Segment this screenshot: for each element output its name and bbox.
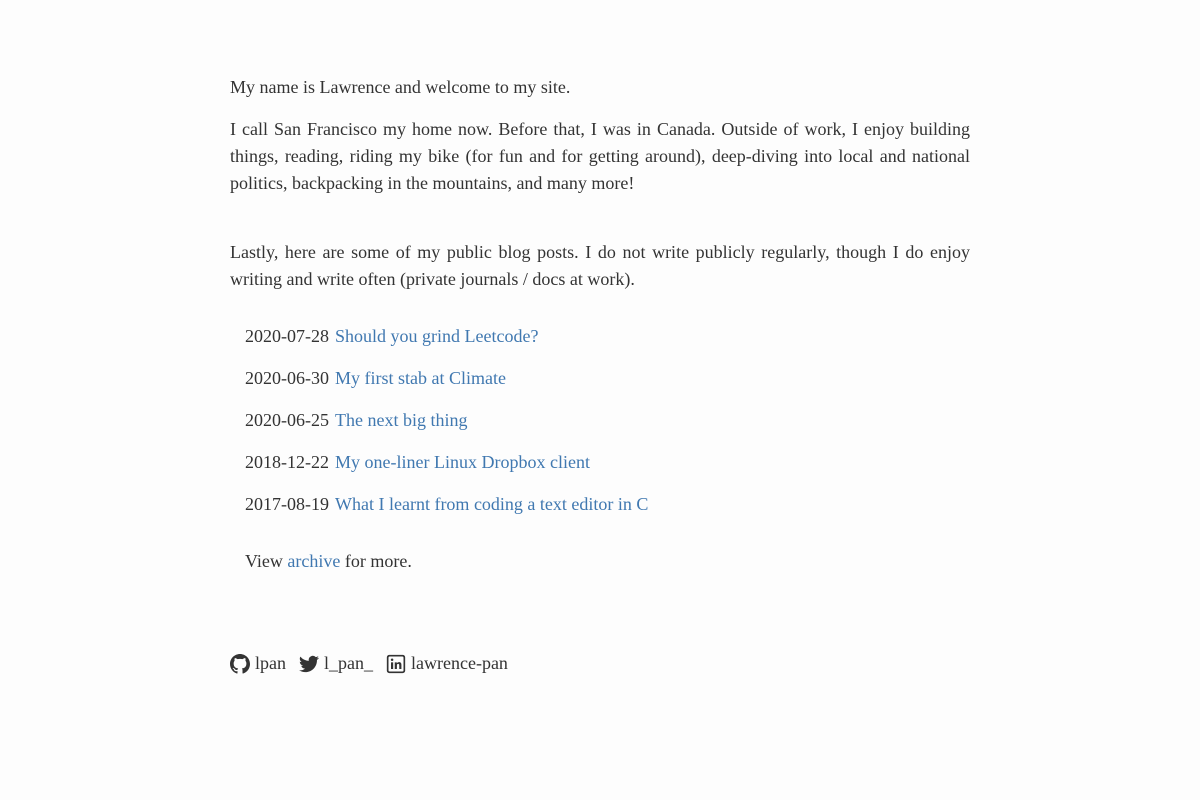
github-link[interactable]: [230, 650, 286, 677]
post-list: [230, 323, 970, 518]
post-date: 2020-06-25: [245, 410, 329, 430]
github-handle: lpan: [255, 653, 286, 673]
linkedin-icon: [386, 654, 406, 674]
twitter-link[interactable]: [299, 650, 373, 677]
social-links: [230, 650, 970, 677]
archive-link[interactable]: archive: [287, 551, 341, 571]
linkedin-link[interactable]: [386, 650, 508, 677]
post-link[interactable]: My one-liner Linux Dropbox client: [335, 452, 590, 472]
post-item: [245, 365, 970, 392]
post-date: 2018-12-22: [245, 452, 329, 472]
post-link[interactable]: What I learnt from coding a text editor in C: [335, 494, 649, 514]
archive-prefix: View: [245, 551, 288, 571]
linkedin-handle: lawrence-pan: [411, 653, 508, 673]
post-link[interactable]: Should you grind Leetcode?: [335, 326, 539, 346]
twitter-icon: [299, 654, 319, 674]
blog-intro-text: Lastly, here are some of my public blog posts. I do not write publicly regularly, though I do enjoy writing and write often (private journals / docs at work).: [230, 242, 970, 289]
post-link[interactable]: My first stab at Climate: [335, 368, 506, 388]
post-date: 2020-06-30: [245, 368, 329, 388]
post-date: 2020-07-28: [245, 326, 329, 346]
post-item: [245, 491, 970, 518]
main-content: [230, 74, 970, 677]
github-icon: [230, 654, 250, 674]
post-date: 2017-08-19: [245, 494, 329, 514]
archive-line: [230, 548, 970, 575]
bio-text: I call San Francisco my home now. Before that, I was in Canada. Outside of work, I enjoy building things, reading, riding my bike (for fun and for getting around), deep-diving into local and national politics, backpacking in the mountains, and many more!: [230, 119, 970, 193]
post-link[interactable]: The next big thing: [335, 410, 468, 430]
archive-suffix: for more.: [340, 551, 412, 571]
post-item: [245, 323, 970, 350]
twitter-handle: l_pan_: [324, 653, 373, 673]
post-item: [245, 449, 970, 476]
welcome-text: My name is Lawrence and welcome to my site.: [230, 77, 571, 97]
post-item: [245, 407, 970, 434]
